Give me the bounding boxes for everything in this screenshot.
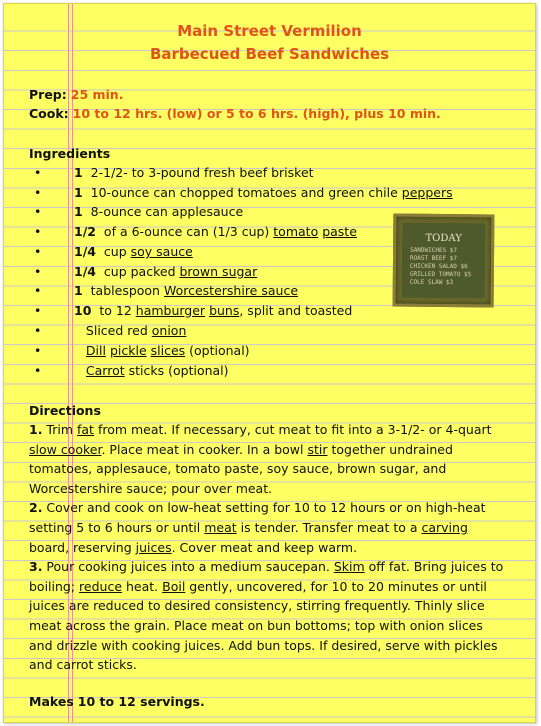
bullet-icon: •: [34, 165, 42, 180]
step-text: off fat. Bring juices to boiling;: [29, 559, 504, 594]
step-text: Trim: [42, 422, 77, 437]
ingredient-item: [34, 363, 229, 379]
link-fat[interactable]: fat: [77, 422, 94, 437]
cook-label: Cook:: [29, 106, 69, 121]
prep-value: 25 min.: [70, 87, 124, 102]
ingredient-amount: 1/4: [74, 244, 96, 259]
ingredient-tail: (optional): [185, 343, 250, 358]
link-tomato[interactable]: tomato: [273, 224, 319, 239]
ingredient-item: [34, 264, 257, 280]
link-peppers[interactable]: peppers: [401, 185, 453, 200]
ingredient-amount: 1: [74, 185, 83, 200]
bullet-icon: •: [34, 363, 42, 378]
direction-step-2: [29, 498, 507, 557]
bullet-icon: •: [34, 244, 42, 259]
ingredient-item: [34, 185, 453, 201]
ingredient-text: tablespoon: [90, 283, 164, 298]
step-text: gently, uncovered, for 10 to 20 minutes or until juices are reduced to desired consistency, stirring frequently. Thinly slice meat across the grain. Place meat on bun bottoms; top with onion slices and drizzle with cooking juices. Add bun tops. If desired, serve with pickles and carrot sticks.: [29, 578, 498, 673]
link-slices[interactable]: slices: [150, 343, 186, 358]
link-brown-sugar[interactable]: brown sugar: [179, 264, 258, 279]
step-text: is tender. Transfer meat to a: [236, 519, 422, 535]
ingredient-amount: 1/2: [74, 224, 96, 239]
bullet-icon: •: [34, 224, 42, 239]
chalkboard-surface: [402, 223, 486, 299]
link-pickle[interactable]: pickle: [109, 343, 147, 358]
ingredient-amount: 1: [74, 165, 83, 180]
ingredient-text: 2-1/2- to 3-pound fresh beef brisket: [90, 165, 314, 180]
step-text: board, reserving: [29, 539, 136, 555]
link-paste[interactable]: paste: [322, 224, 357, 239]
cook-value: 10 to 12 hrs. (low) or 5 to 6 hrs. (high), plus 10 min.: [72, 106, 441, 121]
step-text: Pour cooking juices into a medium saucepan.: [42, 559, 334, 575]
ingredient-item: [34, 244, 193, 260]
chalkboard-line: COLE SLAW $3: [409, 278, 454, 287]
ingredient-text: to 12: [99, 303, 136, 318]
ingredient-text: of a 6-ounce can (1/3 cup): [103, 224, 274, 239]
ingredient-item: [34, 303, 352, 319]
chalkboard-line: ROAST BEEF $7: [409, 254, 458, 263]
link-soy-sauce[interactable]: soy sauce: [130, 244, 193, 259]
step-number: 2.: [29, 500, 43, 516]
ingredient-tail: sticks (optional): [124, 363, 229, 378]
ingredient-item: [34, 283, 298, 299]
bullet-icon: •: [34, 323, 42, 338]
step-number: 3.: [29, 559, 43, 575]
bullet-icon: •: [34, 264, 42, 279]
bullet-icon: •: [34, 343, 42, 358]
recipe-title-line2: Barbecued Beef Sandwiches: [149, 45, 390, 63]
chalkboard-heading: TODAY: [425, 232, 462, 245]
makes-row: [29, 694, 205, 710]
chalkboard-line: CHICKEN SALAD $6: [409, 262, 468, 271]
prep-label: Prep:: [29, 87, 67, 102]
link-meat[interactable]: meat: [204, 519, 237, 535]
makes-label: Makes: [29, 694, 74, 709]
link-worcestershire-sauce[interactable]: Worcestershire sauce: [163, 283, 299, 298]
ingredient-item: [34, 323, 186, 339]
link-stir[interactable]: stir: [307, 441, 328, 457]
ingredient-text: 10-ounce can chopped tomatoes and green chile: [90, 185, 402, 200]
step-text: together undrained tomatoes, applesauce, tomato paste, soy sauce, brown sugar, and Worcestershire sauce; pour over meat.: [29, 441, 453, 496]
ingredient-item: [34, 165, 314, 181]
cook-row: [29, 106, 441, 122]
link-hamburger[interactable]: hamburger: [135, 303, 206, 318]
ingredient-amount: 1: [74, 204, 83, 219]
link-onion[interactable]: onion: [151, 323, 187, 338]
chalkboard-line: GRILLED TOMATO $5: [409, 270, 472, 279]
bullet-icon: •: [34, 283, 42, 298]
ingredient-item: [34, 343, 250, 359]
ingredients-heading: Ingredients: [29, 146, 111, 161]
ingredient-amount: 10: [74, 303, 92, 318]
link-buns[interactable]: buns: [209, 303, 240, 318]
directions-heading: Directions: [29, 403, 101, 418]
bullet-icon: •: [34, 185, 42, 200]
ingredient-amount: 1: [74, 283, 83, 298]
prep-row: [29, 87, 123, 103]
ingredient-text: 8-ounce can applesauce: [90, 204, 244, 219]
ingredient-tail: , split and toasted: [239, 303, 353, 318]
link-boil[interactable]: Boil: [162, 578, 186, 594]
makes-tail: .: [199, 694, 205, 709]
chalkboard-line: SANDWICHES $7: [410, 246, 458, 255]
direction-step-1: [29, 420, 507, 498]
ingredient-text: Sliced red: [85, 323, 152, 338]
ingredient-item: [34, 204, 243, 220]
link-carving[interactable]: carving: [421, 519, 468, 535]
step-text: Cover and cook on low-heat setting for 10 to 12 hours or on high-heat setting 5 to 6 hours or until: [29, 500, 486, 535]
bullet-icon: •: [34, 303, 42, 318]
step-text: . Place meat in cooker. In a bowl: [101, 441, 308, 457]
chalkboard-image: [393, 214, 495, 308]
step-number: 1.: [29, 422, 43, 437]
recipe-title-line1: Main Street Vermilion: [177, 22, 362, 40]
bullet-icon: •: [34, 204, 42, 219]
step-text: . Cover meat and keep warm.: [171, 539, 358, 555]
link-carrot[interactable]: Carrot: [85, 363, 125, 378]
link-juices[interactable]: juices: [135, 539, 172, 555]
step-text: heat.: [122, 578, 163, 594]
step-text: from meat. If necessary, cut meat to fit into a 3-1/2- or 4-quart: [93, 422, 492, 437]
ingredient-amount: 1/4: [74, 264, 96, 279]
ingredient-item: [34, 224, 357, 240]
direction-step-3: [29, 557, 507, 675]
directions-text: [29, 420, 507, 675]
ingredient-text: cup packed: [103, 264, 180, 279]
ingredient-text: cup: [103, 244, 131, 259]
link-skim[interactable]: Skim: [333, 559, 365, 575]
link-dill[interactable]: Dill: [85, 343, 106, 358]
makes-value: 10 to 12 servings: [77, 694, 200, 709]
recipe-card: [3, 3, 536, 723]
link-reduce[interactable]: reduce: [79, 578, 123, 594]
link-slow-cooker[interactable]: slow cooker: [29, 441, 102, 457]
